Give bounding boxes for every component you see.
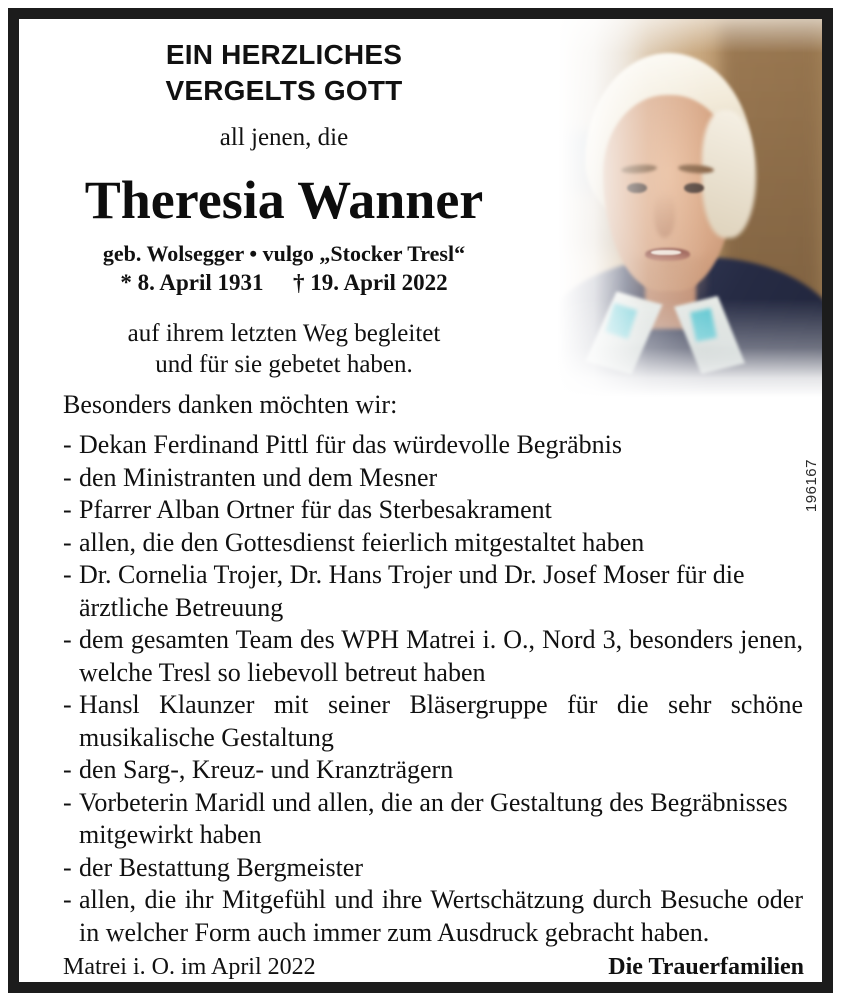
- thanks-list-item: [63, 559, 803, 624]
- footer: [63, 954, 804, 981]
- thanks-item-text: Vorbeterin Maridl und allen, die an der Gestaltung des Begräbnisses mitgewirkt haben: [79, 787, 788, 849]
- portrait-photo: [522, 19, 822, 397]
- thanks-item-text: Dekan Ferdinand Pittl für das würdevolle Begräbnis: [79, 430, 622, 459]
- thanks-item-marker: -: [63, 755, 72, 784]
- thanks-list-item: [63, 624, 803, 689]
- thanks-list-item: [63, 754, 803, 787]
- thanks-item-text: dem gesamten Team des WPH Matrei i. O., Nord 3, besonders jenen, welche Tresl so liebevoll betreut haben: [79, 625, 803, 687]
- thanks-list-item: [63, 494, 803, 527]
- photo-fade-bottom: [522, 19, 822, 397]
- thanks-item-text: allen, die ihr Mitgefühl und ihre Wertschätzung durch Besuche oder in welcher Form auch immer zum Ausdruck gebracht haben.: [79, 885, 803, 947]
- headline-line-2: VERGELTS GOTT: [165, 75, 403, 106]
- footer-place-date: Matrei i. O. im April 2022: [63, 954, 316, 980]
- thanks-item-text: Hansl Klaunzer mit seiner Bläsergruppe für die sehr schöne musikalische Gestaltung: [79, 690, 803, 752]
- thanks-list-item: [63, 689, 803, 754]
- thanks-list-item: [63, 852, 803, 885]
- thanks-item-text: den Ministranten und dem Mesner: [79, 462, 438, 492]
- lead-line: all jenen, die: [219, 124, 349, 151]
- thanks-intro: Besonders danken möchten wir:: [63, 390, 398, 419]
- reference-number: 196167: [803, 459, 820, 513]
- thanks-item-marker: -: [63, 560, 72, 589]
- thanks-list-item: [63, 462, 803, 495]
- headline: [19, 37, 549, 109]
- thanks-item-marker: -: [63, 852, 72, 882]
- thanks-item-marker: -: [63, 495, 72, 524]
- closing-line-2: und für sie gebetet haben.: [155, 351, 413, 378]
- thanks-item-marker: -: [63, 430, 72, 459]
- life-dates: [19, 270, 549, 296]
- thanks-item-text: allen, die den Gottesdienst feierlich mitgestaltet haben: [79, 527, 645, 557]
- thanks-item-marker: -: [63, 787, 72, 817]
- thanks-list-item: [63, 787, 803, 852]
- death-date: † 19. April 2022: [293, 270, 448, 295]
- thanks-item-text: Dr. Cornelia Trojer, Dr. Hans Trojer und Dr. Josef Moser für die ärztliche Betreuung: [79, 560, 745, 622]
- closing-line-1: auf ihrem letzten Weg begleitet: [127, 320, 441, 347]
- thanks-item-marker: -: [63, 527, 72, 557]
- thanks-item-marker: -: [63, 690, 72, 719]
- thanks-item-marker: -: [63, 462, 72, 492]
- headline-line-1: EIN HERZLICHES: [165, 39, 403, 70]
- birth-date: * 8. April 1931: [120, 270, 264, 295]
- thanks-list-item: [63, 527, 803, 560]
- deceased-name: Theresia Wanner: [84, 170, 484, 230]
- thanks-list-item: [63, 884, 803, 949]
- obituary-notice-body: [19, 19, 822, 982]
- thanks-list-item: [63, 429, 803, 462]
- thanks-item-text: den Sarg-, Kreuz- und Kranzträgern: [79, 755, 454, 784]
- obituary-notice-frame: [8, 8, 833, 993]
- thanks-item-marker: -: [63, 885, 72, 914]
- thanks-item-marker: -: [63, 625, 72, 654]
- thanks-item-text: Pfarrer Alban Ortner für das Sterbesakrament: [79, 495, 552, 524]
- thanks-item-text: der Bestattung Bergmeister: [79, 852, 364, 882]
- footer-signature: Die Trauerfamilien: [608, 954, 804, 980]
- thanks-list: [63, 429, 803, 949]
- closing-lines: [19, 318, 549, 380]
- deceased-name-subtitle: geb. Wolsegger • vulgo „Stocker Tresl“: [102, 241, 466, 266]
